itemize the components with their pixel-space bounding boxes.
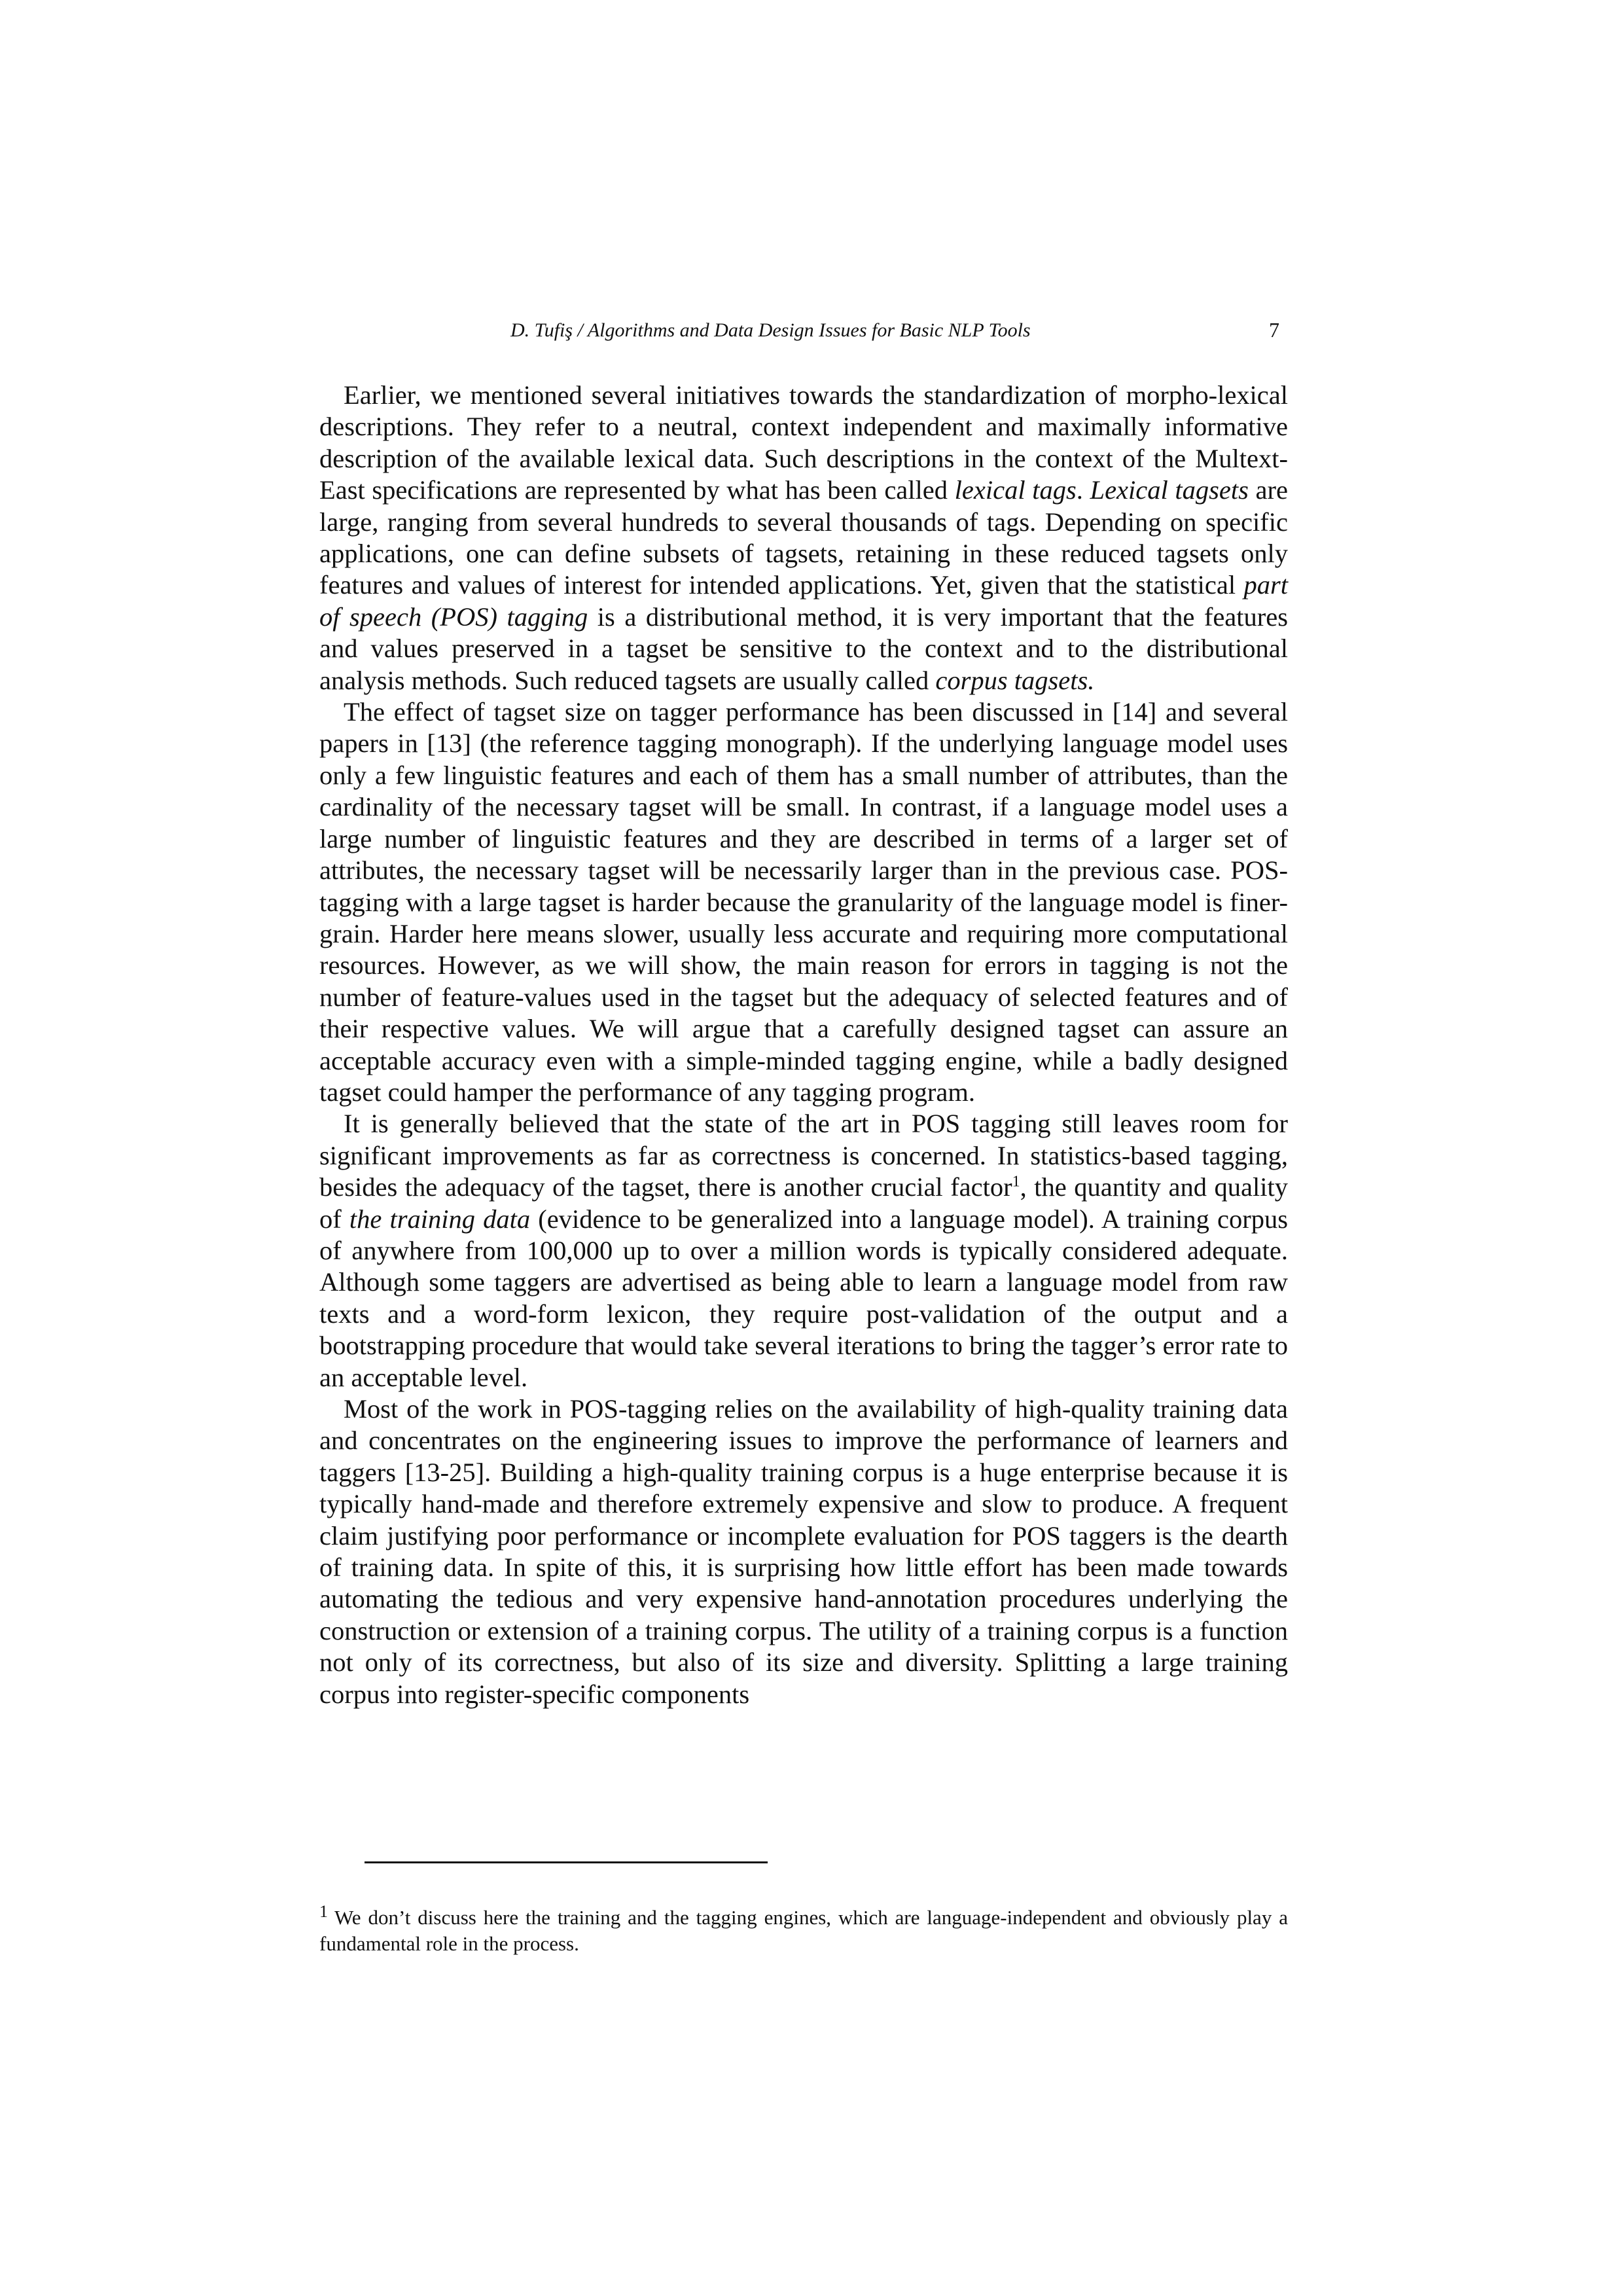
text-run: The effect of tagset size on tagger performance has been discussed in [14] and several papers in [13] (the reference tagging monograph). If the underlying language model uses only a few linguistic features and each of them has a small number of attributes, than the cardinality of the necessary tagset will be small. In contrast, if a language model uses a large number of linguistic features and they are described in terms of a larger set of attributes, the necessary tagset will be necessarily larger than in the previous case. POS-tagging with a large tagset is harder because the granularity of the language model is finer-grain. Harder here means slower, usually less accurate and requiring more computational resources. However, as we will show, the main reason for errors in tagging is not the number of feature-values used in the tagset but the adequacy of selected features and of their respective values. We will argue that a carefully designed tagset can assure an acceptable accuracy even with a simple-minded tagging engine, while a badly designed tagset could hamper the performance of any tagging program. bbox=[319, 697, 1288, 1107]
italic-term: Lexical tagsets bbox=[1090, 475, 1249, 505]
page-number: 7 bbox=[1269, 318, 1279, 342]
italic-term: lexical tags bbox=[954, 475, 1077, 505]
paragraph-3 bbox=[319, 1108, 1288, 1393]
text-run: Earlier, we mentioned several initiatives towards the standardization of morpho-lexical descriptions. They refer to a neutral, context independent and maximally informative description of the available lexical data. Such descriptions in the context of the Multext-East specifications are represented by what has been called bbox=[319, 380, 1288, 505]
text-run: is a distributional method, it is very important that the features and values preserved in a tagset be sensitive to the context and to the distributional analysis methods. Such reduced tagsets are usually called bbox=[319, 601, 1288, 695]
footnote-text: We don’t discuss here the training and the tagging engines, which are language-independent and obviously play a fundamental role in the process. bbox=[319, 1906, 1288, 1955]
footnote bbox=[319, 1901, 1288, 1957]
body-text bbox=[319, 380, 1288, 1710]
italic-term: part of speech (POS) tagging bbox=[319, 570, 1288, 632]
italic-term: corpus tagsets. bbox=[935, 665, 1095, 695]
text-run: It is generally believed that the state of the art in POS tagging still leaves room for significant improvements as far as correctness is concerned. In statistics-based tagging, besides the adequacy of the tagset, there is another crucial factor bbox=[319, 1109, 1288, 1202]
text-run: are large, ranging from several hundreds to several thousands of tags. Depending on specific applications, one can define subsets of tagsets, retaining in these reduced tagsets only features and values of interest for intended applications. Yet, given that the statistical bbox=[319, 475, 1288, 600]
footnote-marker: 1 bbox=[319, 1901, 328, 1921]
footnote-ref: 1 bbox=[1012, 1173, 1020, 1191]
footnote-rule bbox=[365, 1861, 768, 1863]
italic-term: the training data bbox=[349, 1204, 531, 1234]
text-run: , the quantity and quality of bbox=[319, 1172, 1289, 1234]
text-run: (evidence to be generalized into a language model). A training corpus of anywhere from 100,000 up to over a million words is typically considered adequate. Although some taggers are advertised as being able to learn a language model from raw texts and a word-form lexicon, they require post-validation of the output and a bootstrapping procedure that would take several iterations to bring the tagger’s error rate to an acceptable level. bbox=[319, 1204, 1289, 1392]
text-run: . bbox=[1076, 475, 1090, 505]
running-head: D. Tufiş / Algorithms and Data Design Issues for Basic NLP Tools bbox=[510, 319, 1031, 341]
text-run: Most of the work in POS-tagging relies on the availability of high-quality training data and concentrates on the engineering issues to improve the performance of learners and taggers [13-25]. Building a high-quality training corpus is a huge enterprise because it is typically hand-made and therefore extremely expensive and slow to produce. A frequent claim justifying poor performance or incomplete evaluation for POS taggers is the dearth of training data. In spite of this, it is surprising how little effort has been made towards automating the tedious and very expensive hand-annotation procedures underlying the construction or extension of a training corpus. The utility of a training corpus is a function not only of its correctness, but also of its size and diversity. Splitting a large training corpus into register-specific components bbox=[319, 1394, 1288, 1709]
paragraph-2 bbox=[319, 696, 1288, 1108]
paragraph-1 bbox=[319, 380, 1288, 696]
paragraph-4 bbox=[319, 1393, 1288, 1710]
